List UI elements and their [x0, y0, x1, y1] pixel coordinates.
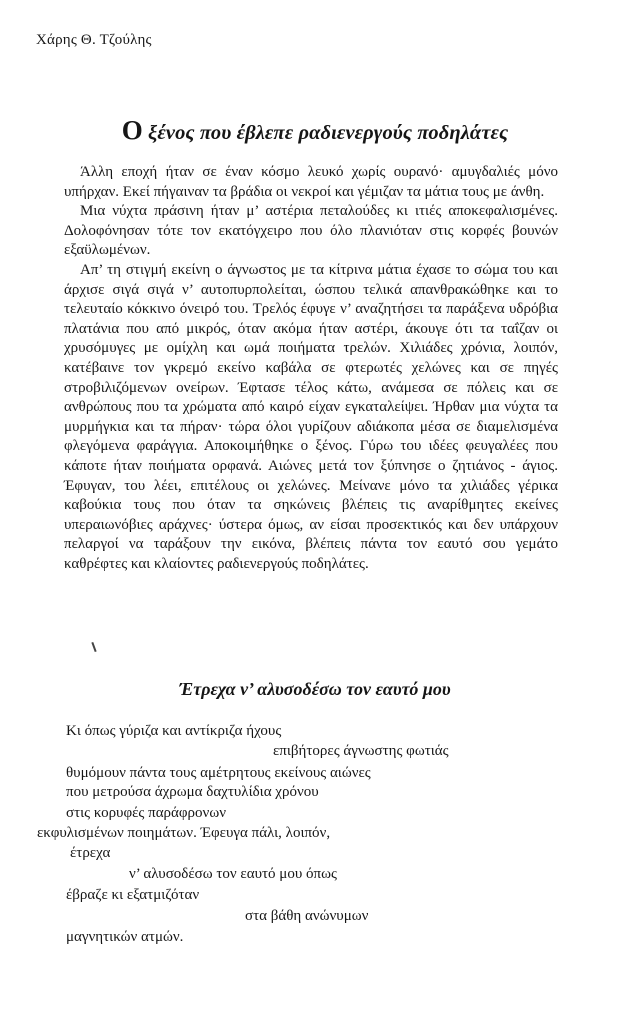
- story-body: [64, 163, 558, 574]
- story-title-initial: Ο: [121, 115, 143, 145]
- story-paragraph: Άλλη εποχή ήταν σε έναν κόσμο λευκό χωρίς ουρανό· αμυγδαλιές μόνο υπήρχαν. Εκεί πήγαιναν τα βράδια οι νεκροί και γέμιζαν τα μάτια τους με άνθη.: [64, 164, 558, 200]
- poem-line: στις κορυφές παράφρονων: [66, 805, 226, 821]
- story-title: [0, 115, 630, 146]
- poem-line: έτρεχα: [70, 845, 111, 861]
- poem-title: Έτρεχα ν’ αλυσοδέσω τον εαυτό μου: [179, 679, 451, 699]
- poem-line: μαγνητικών ατμών.: [66, 929, 184, 945]
- story-paragraph: Απ’ τη στιγμή εκείνη ο άγνωστος με τα κίτρινα μάτια έχασε το σώμα του και άρχισε σιγά σιγά ν’ αυτοπυρπολείται, ώσπου τελικά απανθρακώθηκε και το τελευταίο κόκκινο όνειρό του. Τρελός έφυγε ν’ αναζητήσει τα παράξενα υδρόβια πλατάνια που από μικρός, όταν ακόμα ήταν αστέρι, άκουγε ότι τα ταΐζαν οι χρυσόμυγες με ομίχλη και ωμά ποιήματα τρελών. Χιλιάδες χρόνια, λοιπόν, κατέβαινε τον γκρεμό εκείνο καβάλα σε φτερωτές χελώνες και σε πηγές στροβιλιζόμενων ονείρων. Έφτασε τέλος κάτω, ανάμεσα σε πόλεις και σε ανθρώπους που τα χρώματα από καιρό είχαν εγκαταλείψει. Ήρθαν μια νύχτα τα μυρμήγκια και τα πήραν· τώρα όλοι γυρίζουν αδιάκοπα μέσα σε διαμελισμένα φλεγόμενα φαράγγια. Αποκοιμήθηκε ο ξένος. Γύρω του ιδέες φευγαλέες που κάποτε ήταν ποιήματα ορφανά. Αιώνες μετά τον ξύπνησε ο ζητιάνος - άγιος. Έφυγαν, του λέει, επιτέλους οι χελώνες. Μείνανε μόνο τα χιλιάδες γέρικα καβούκια τους που όταν τα σηκώνεις βλέπεις τις αναρίθμητες εκείνες υπεραιωνόβιες αράχνες· ύστερα όμως, αν είσαι προσεκτικός και δεν υπάρχουν πελαργοί να ταράξουν την εικόνα, βλέπεις πάντα τον εαυτό σου γεμάτο καθρέφτες και κλαίοντες ραδιενεργούς ποδηλάτες.: [64, 261, 558, 572]
- poem-line: εκφυλισμένων ποιημάτων. Έφευγα πάλι, λοιπόν,: [37, 825, 331, 841]
- poem-line: Κι όπως γύριζα και αντίκριζα ήχους: [66, 723, 282, 739]
- poem-line: που μετρούσα άχρωμα δαχτυλίδια χρόνου: [66, 784, 319, 800]
- running-header-author: Χάρης Θ. Τζούλης: [36, 32, 152, 48]
- poem-line: έβραζε κι εξατμιζόταν: [66, 887, 200, 903]
- poem-line: ν’ αλυσοδέσω τον εαυτό μου όπως: [129, 866, 337, 882]
- poem-line: επιβήτορες άγνωστης φωτιάς: [273, 743, 449, 759]
- poem-line: στα βάθη ανώνυμων: [245, 908, 369, 924]
- poem-line: θυμόμουν πάντα τους αμέτρητους εκείνους αιώνες: [66, 765, 371, 781]
- pen-mark: [91, 642, 96, 652]
- story-paragraph: Μια νύχτα πράσινη ήταν μ’ αστέρια πεταλούδες κι ιτιές αποκεφαλισμένες. Δολοφόνησαν τότε τον εκατόγχειρο που όλο πλανιόταν στις κορφές βουνών εξαϋλωμένων.: [64, 203, 558, 259]
- story-title-text: ξένος που έβλεπε ραδιενεργούς ποδηλάτες: [142, 122, 509, 144]
